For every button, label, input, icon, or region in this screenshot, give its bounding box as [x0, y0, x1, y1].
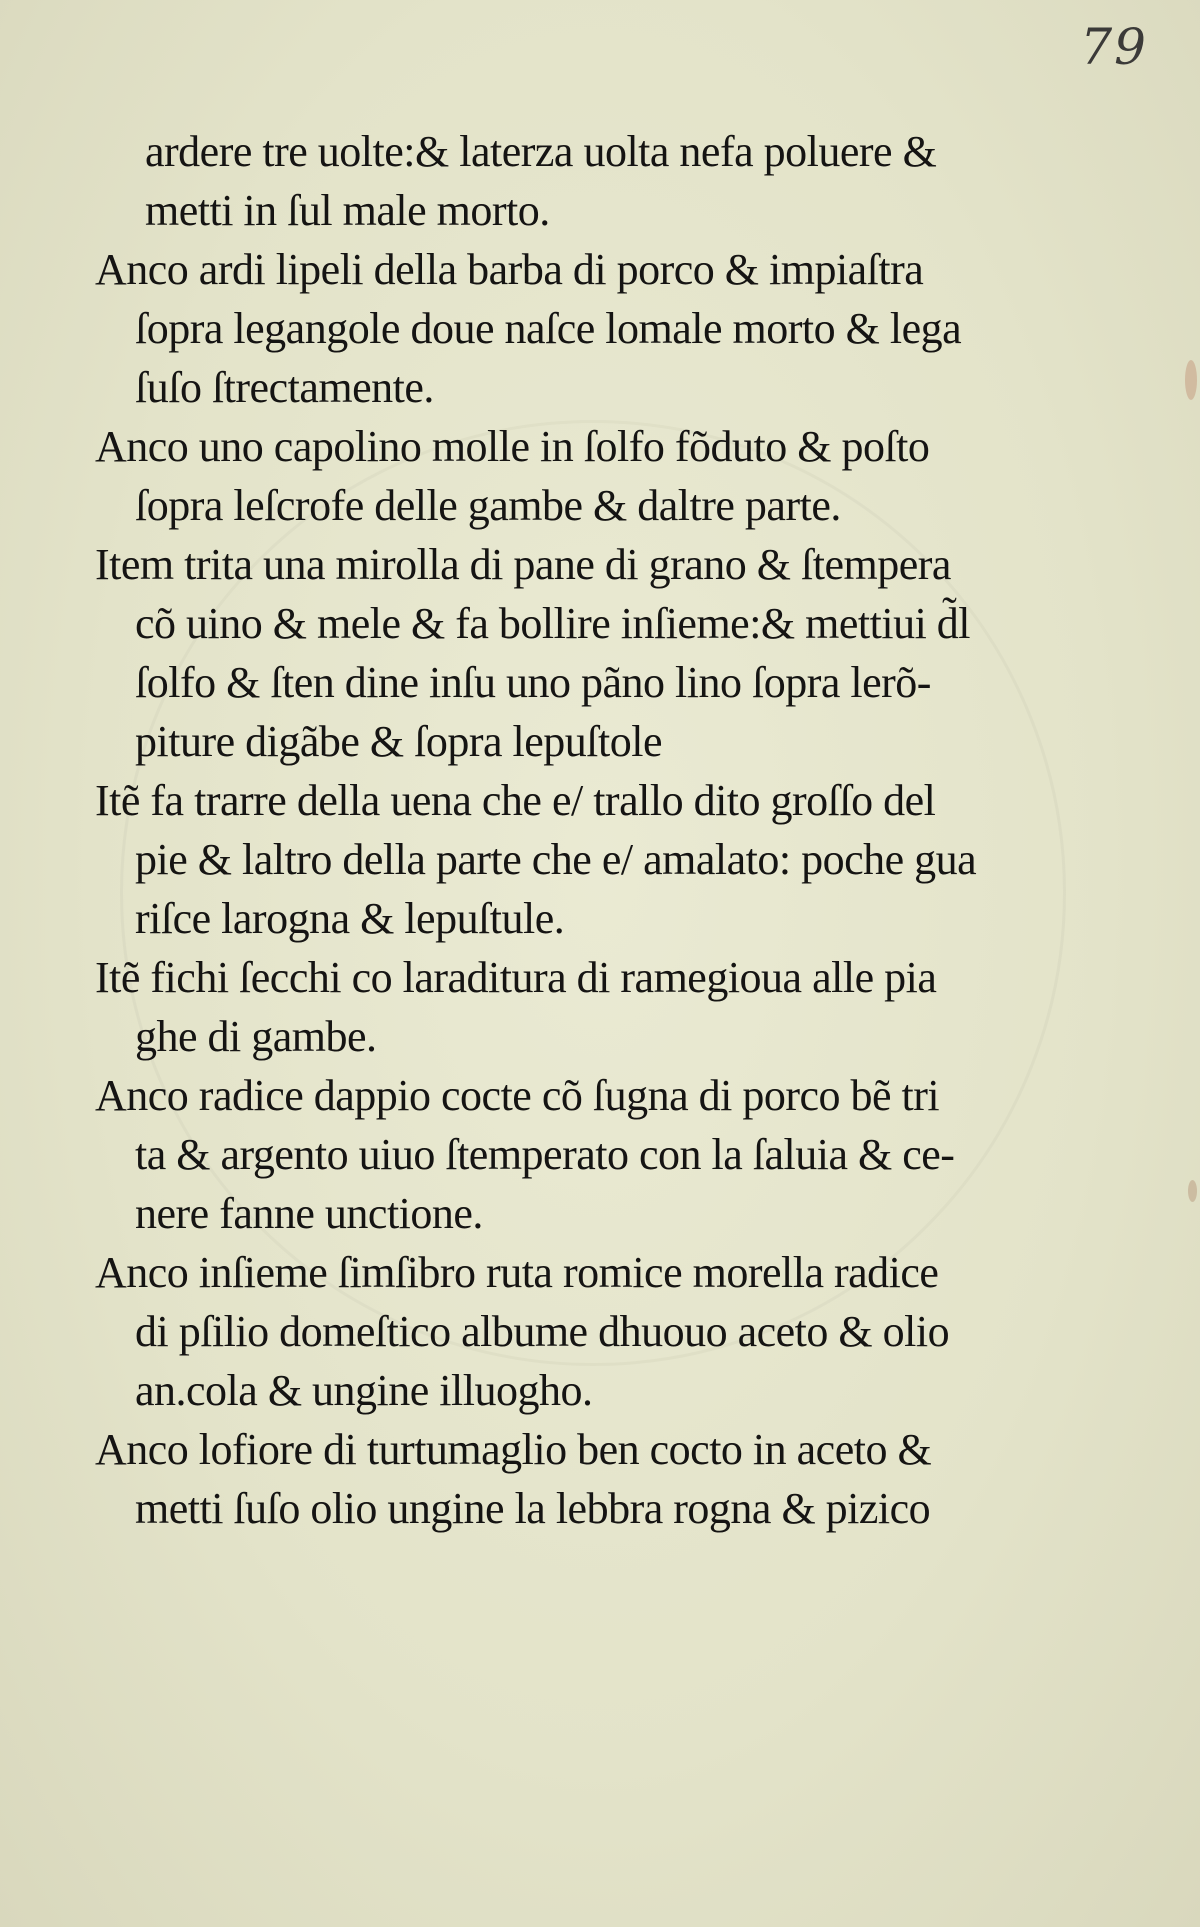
text-line: pie & laltro della parte che e/ amalato: poche gua	[135, 835, 977, 884]
text-line: Anco ardi lipeli della barba di porco & impiaſtra	[95, 245, 924, 294]
text-line: Itẽ fichi ſecchi co laraditura di ramegioua alle pia	[95, 953, 937, 1002]
paragraph-1	[95, 122, 1070, 240]
paragraph-6	[95, 948, 1070, 1066]
text-block	[95, 122, 1070, 1538]
text-line: Itẽ fa trarre della uena che e/ trallo dito groſſo del	[95, 776, 936, 825]
text-line: Anco uno capolino molle in ſolfo fõduto & poſto	[95, 422, 930, 471]
text-line: ſopra legangole doue naſce lomale morto & lega	[135, 304, 962, 353]
text-line: ſuſo ſtrectamente.	[135, 363, 434, 412]
text-line: Anco inſieme ſimſibro ruta romice morella radice	[95, 1248, 939, 1297]
paragraph-4	[95, 535, 1070, 771]
paragraph-5	[95, 771, 1070, 948]
text-line: ſolfo & ſten dine inſu uno pãno lino ſopra lerõ-	[135, 658, 931, 707]
text-line: ardere tre uolte:& laterza uolta nefa poluere &	[145, 127, 937, 176]
text-line: cõ uino & mele & fa bollire inſieme:& mettiui d̃l	[135, 599, 971, 648]
text-line: Anco radice dappio cocte cõ ſugna di porco bẽ tri	[95, 1071, 940, 1120]
text-line: metti in ſul male morto.	[145, 186, 550, 235]
paragraph-2	[95, 240, 1070, 417]
text-line: Item trita una mirolla di pane di grano & ſtempera	[95, 540, 951, 589]
paragraph-9	[95, 1420, 1070, 1538]
text-line: riſce larogna & lepuſtule.	[135, 894, 565, 943]
paper-stain	[1188, 1180, 1197, 1202]
paragraph-7	[95, 1066, 1070, 1243]
paper-stain	[1185, 360, 1197, 400]
paragraph-3	[95, 417, 1070, 535]
text-line: nere fanne unctione.	[135, 1189, 483, 1238]
text-line: an.cola & ungine illuogho.	[135, 1366, 593, 1415]
text-line: ghe di gambe.	[135, 1012, 377, 1061]
folio-number: 79	[1080, 18, 1148, 76]
text-line: metti ſuſo olio ungine la lebbra rogna & pizico	[135, 1484, 931, 1533]
paragraph-8	[95, 1243, 1070, 1420]
text-line: piture digãbe & ſopra lepuſtole	[135, 717, 663, 766]
text-line: ta & argento uiuo ſtemperato con la ſaluia & ce-	[135, 1130, 955, 1179]
text-line: ſopra leſcrofe delle gambe & daltre parte.	[135, 481, 841, 530]
text-line: di pſilio domeſtico albume dhuouo aceto & olio	[135, 1307, 950, 1356]
text-line: Anco lofiore di turtumaglio ben cocto in aceto &	[95, 1425, 932, 1474]
